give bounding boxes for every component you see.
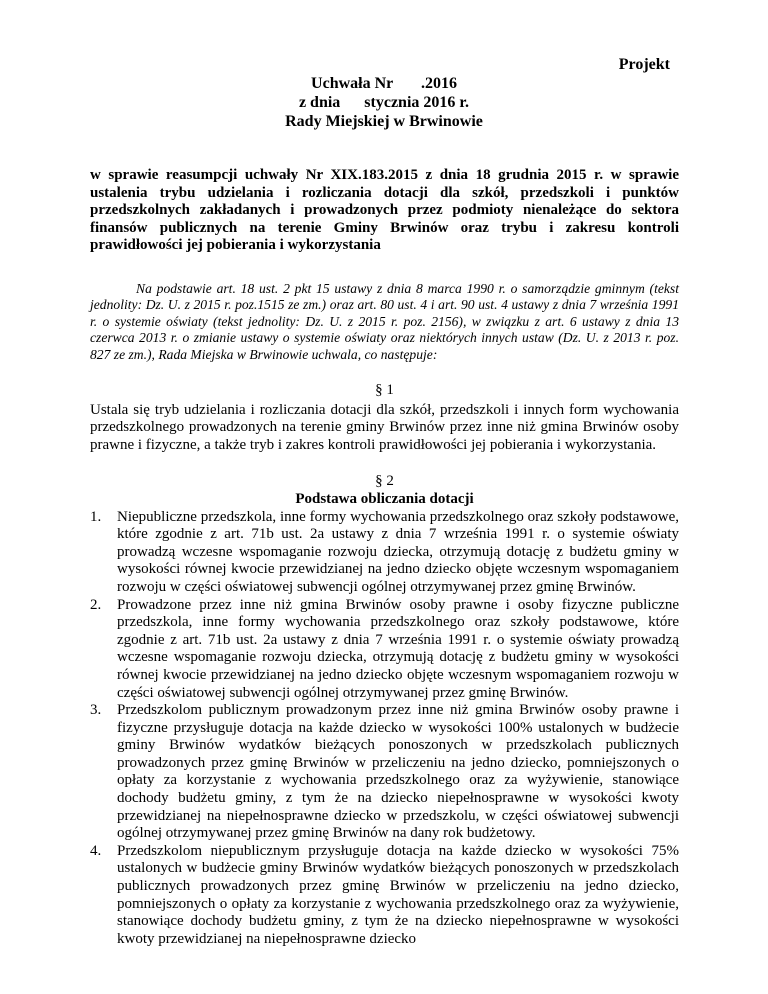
resolution-date: z dnia stycznia 2016 r.: [298, 94, 470, 111]
list-item: [90, 597, 679, 703]
projekt-label: Projekt: [618, 56, 670, 73]
resolution-number: Uchwała Nr .2016: [311, 75, 457, 92]
section-2-title: Podstawa obliczania dotacji: [295, 490, 474, 507]
section-1-mark: § 1: [375, 382, 394, 398]
document-body: [90, 167, 679, 948]
list-item-text: Przedszkolom niepublicznym przysługuje dotacja na każde dziecko w wysokości 75% ustalonych w budżecie gminy Brwinów wydatków bieżących ponoszonych w przedszkolach publicznych prowadzonych przez gminę Brwinów w przeliczeniu na jedno dziecko, pomniejszonych o opłaty za korzystanie z wychowania przedszkolnego oraz za wyżywienie, stanowiące dochody budżetu gminy, z tym że na dziecko niepełnosprawne w wysokości kwoty przewidzianej na niepełnosprawne dziecko: [117, 842, 679, 947]
resolution-title: [0, 74, 768, 131]
list-item-number: 1.: [90, 508, 102, 525]
resolution-council: Rady Miejskiej w Brwinowie: [285, 113, 483, 130]
section-2-list: [90, 509, 679, 949]
list-item-number: 2.: [90, 596, 102, 613]
list-item: [90, 843, 679, 949]
list-item: [90, 509, 679, 597]
section-1-text: Ustala się tryb udzielania i rozliczania dotacji dla szkół, przedszkoli i innych form wychowania przedszkolnego prowadzonych na terenie gminy Brwinów przez inne niż gmina Brwinów osoby prawne i fizyczne, a także tryb i zakres kontroli prawidłowości jej pobierania i wykorzystania.: [90, 401, 679, 453]
list-item-number: 4.: [90, 842, 102, 859]
list-item: [90, 702, 679, 843]
section-2-mark: § 2: [375, 473, 394, 490]
list-item-text: Prowadzone przez inne niż gmina Brwinów osoby prawne i osoby fizyczne publiczne przedszkola, inne formy wychowania przedszkolnego oraz szkoły podstawowe, które zgodnie z art. 71b ust. 2a ustawy z dnia 7 września 1991 r. o systemie oświaty prowadzą wczesne wspomaganie rozwoju dziecka, otrzymują dotację z budżetu gminy w wysokości równej kwocie przewidzianej na jedno dziecko objęte wczesnym wspomaganiem rozwoju w części oświatowej subwencji ogólnej otrzymywanej przez gminę Brwinów.: [117, 596, 679, 701]
list-item-number: 3.: [90, 702, 102, 719]
legal-basis: Na podstawie art. 18 ust. 2 pkt 15 ustawy z dnia 8 marca 1990 r. o samorządzie gminnym (tekst jednolity: Dz. U. z 2015 r. poz.1515 ze zm.) oraz art. 80 ust. 4 i art. 90 ust. 4 ustawy z dnia 7 września 1991 r. o systemie oświaty (tekst jednolity: Dz. U. z 2015 r. poz. 2156), w związku z art. 6 ustawy z dnia 13 czerwca 2013 r. o zmianie ustawy o systemie oświaty oraz niektórych innych ustaw (Dz. U. z 2013 r. poz. 827 ze zm.), Rada Miejska w Brwinowie uchwala, co następuje:: [90, 280, 679, 362]
resolution-subject: w sprawie reasumpcji uchwały Nr XIX.183.2015 z dnia 18 grudnia 2015 r. w sprawie ustalenia trybu udzielania i rozliczania dotacji dla szkół, przedszkoli i punktów przedszkolnych zakładanych i prowadzonych przez podmioty nienależące do sektora finansów publicznych na terenie Gminy Brwinów oraz trybu i zakresu kontroli prawidłowości jej pobierania i wykorzystania: [90, 167, 679, 254]
list-item-text: Niepubliczne przedszkola, inne formy wychowania przedszkolnego oraz szkoły podstawowe, które zgodnie z art. 71b ust. 2a ustawy z dnia 7 września 1991 r. o systemie oświaty prowadzą wczesne wspomaganie rozwoju dziecka, otrzymują dotację z budżetu gminy w wysokości równej kwocie przewidzianej na jedno dziecko objęte wczesnym wspomaganiem rozwoju w części oświatowej subwencji ogólnej otrzymywanej przez gminę Brwinów.: [117, 508, 679, 595]
list-item-text: Przedszkolom publicznym prowadzonym przez inne niż gmina Brwinów osoby prawne i fizyczne przysługuje dotacja na każde dziecko w wysokości 100% ustalonych w budżecie gminy Brwinów wydatków bieżących ponoszonych w przedszkolach publicznych prowadzonych przez gminę Brwinów w przeliczeniu na jedno dziecko, pomniejszonych o opłaty za korzystanie z wychowania przedszkolnego oraz za wyżywienie, stanowiące dochody budżetu gminy, z tym że na dziecko niepełnosprawne w wysokości kwoty przewidzianej na niepełnosprawne dziecko w przedszkolu, w części oświatowej subwencji ogólnej otrzymywanej przez gminę Brwinów na dany rok budżetowy.: [117, 702, 679, 842]
